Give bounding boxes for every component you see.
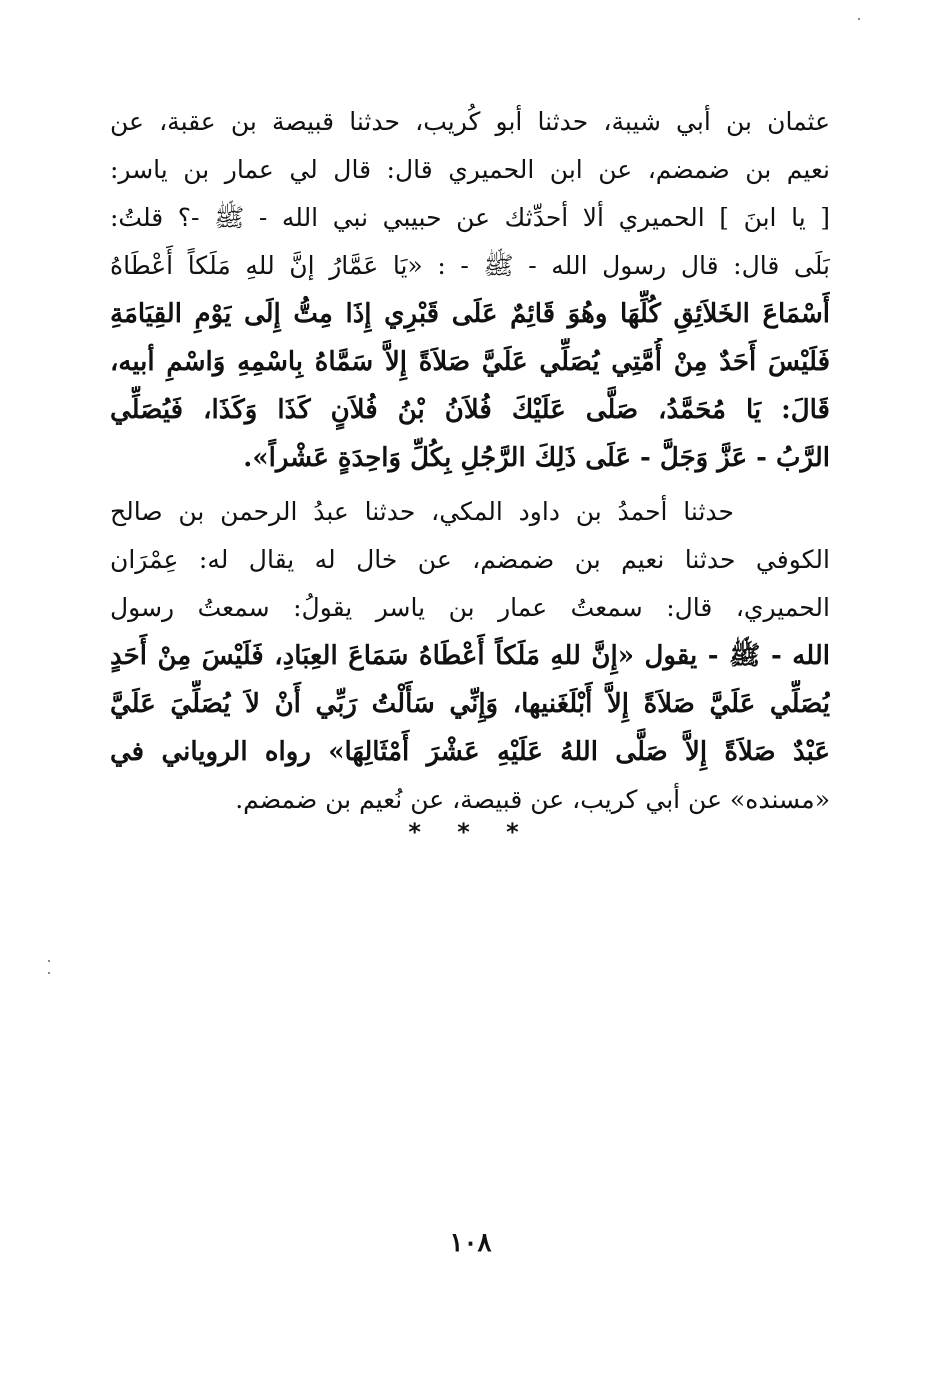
hadith-text-line: الرَّبُ - عَزَّ وَجَلَّ - عَلَى ذَلِكَ الرَّجُلِ بِكُلِّ وَاحِدَةٍ عَشْراً». [243, 443, 830, 473]
text-line: نعيم بن ضمضم، عن ابن الحميري قال: قال لي عمار بن ياسر: [110, 155, 830, 184]
hadith-text-line: يُصَلِّي عَلَيَّ صَلاَةً إِلاَّ أَبْلَغَنيها، وَإِنِّي سَأَلْتُ رَبِّي أَنْ لاَ يُصَلِّيَ عَلَيَّ [110, 689, 830, 719]
scan-speck [858, 18, 860, 20]
hadith-paragraph-1 [110, 98, 830, 482]
hadith-paragraph-2 [110, 488, 830, 824]
text-line: «مسنده» عن أبي كريب، عن قبيصة، عن نُعيم بن ضمضم. [235, 785, 830, 814]
scan-speck [48, 972, 50, 974]
text-line: الحميري، قال: سمعتُ عمار بن ياسر يقولُ: سمعتُ رسول [110, 593, 830, 622]
section-separator: * * * [408, 818, 533, 846]
page-number: ١٠٨ [449, 1228, 492, 1258]
hadith-text-line: فَلَيْسَ أَحَدٌ مِنْ أُمَّتِي يُصَلِّي عَلَيَّ صَلاَةً إِلاَّ سَمَّاهُ بِاسْمِهِ وَاسْمِ أبيه، [110, 347, 830, 377]
hadith-text-line: أَسْمَاعَ الخَلاَئِقِ كُلِّهَا وهُوَ قَائِمٌ عَلَى قَبْرِي إِذَا مِتُّ إِلَى يَوْمِ القِيَامَةِ [110, 299, 830, 329]
text-line: [ يا ابنَ ] الحميري ألا أحدِّثك عن حبيبي نبي الله - ﷺ -؟ قلتُ: [110, 203, 830, 232]
text-line: بَلَى قال: قال رسول الله - ﷺ - : «يَا عَمَّارُ إنَّ للهِ مَلَكاً أَعْطَاهُ [110, 251, 830, 280]
scan-speck [48, 960, 50, 962]
hadith-text-line: عَبْدٌ صَلاَةً إِلاَّ صَلَّى اللهُ عَلَيْهِ عَشْرَ أَمْثَالِهَا» رواه الروياني في [110, 737, 830, 767]
hadith-text-line: الله - ﷺ - يقول «إِنَّ للهِ مَلَكاً أَعْطَاهُ سَمَاعَ العِبَادِ، فَلَيْسَ مِنْ أَحَدٍ [110, 641, 830, 671]
text-line: عثمان بن أبي شيبة، حدثنا أبو كُريب، حدثنا قبيصة بن عقبة، عن [110, 107, 830, 136]
text-line: الكوفي حدثنا نعيم بن ضمضم، عن خال له يقال له: عِمْرَان [110, 545, 830, 574]
hadith-text-line: قَالَ: يَا مُحَمَّدُ، صَلَّى عَلَيْكَ فُلاَنُ بْنُ فُلاَنٍ كَذَا وَكَذَا، فَيُصَلِّي [110, 395, 830, 425]
text-line: حدثنا أحمدُ بن داود المكي، حدثنا عبدُ الرحمن بن صالح [110, 497, 734, 526]
